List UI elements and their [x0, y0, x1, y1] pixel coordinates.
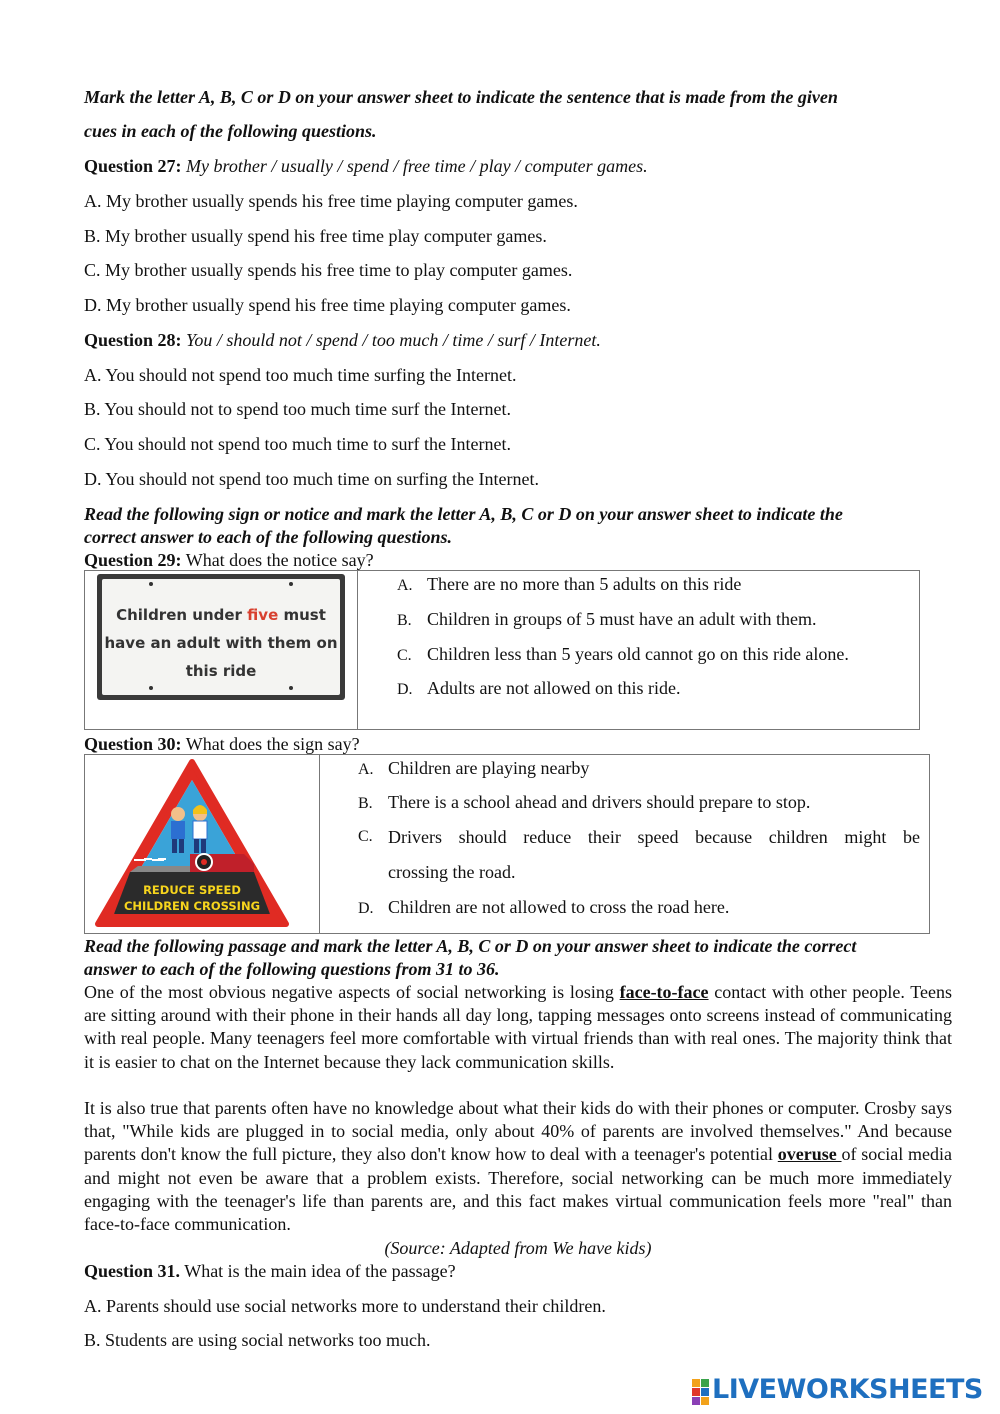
notice-sign-line2: have an adult with them on	[104, 634, 338, 652]
question-28-label: Question 28:	[84, 330, 182, 350]
option-text: Adults are not allowed on this ride.	[427, 678, 681, 698]
option-letter: D.	[358, 900, 374, 917]
notice-sign-image	[97, 574, 345, 700]
section2-instruction-line2: correct answer to each of the following questions.	[84, 527, 453, 547]
notice-sign-text-part2: must	[278, 606, 326, 624]
option-letter: B.	[358, 795, 373, 812]
screw-icon	[149, 686, 153, 690]
notice-sign-plate	[102, 579, 340, 695]
question-28-cue: You / should not / spend / too much / time / surf / Internet.	[186, 330, 601, 350]
passage-paragraph-2	[84, 1097, 952, 1236]
passage-text: It is also true that parents often have no knowledge about what their kids do with their phones or computer. Crosby says that, "While kids are plugged in to social media, only about 40% of parents are involved themselves." And because parents don't know the full picture, they also don't know how to deal with a teenager's potential	[84, 1098, 952, 1165]
question-29-table-divider	[357, 571, 358, 729]
notice-sign-line1	[102, 601, 340, 629]
question-31	[84, 1260, 456, 1282]
question-28-option-a[interactable]: A. You should not spend too much time surfing the Internet.	[84, 365, 517, 385]
section3-instruction-line2: answer to each of the following questions from 31 to 36.	[84, 959, 500, 979]
option-letter: A.	[358, 761, 374, 778]
underlined-word-face-to-face: face-to-face	[619, 982, 709, 1002]
option-text: Children are not allowed to cross the road here.	[388, 897, 730, 917]
question-27	[84, 155, 648, 177]
option-letter: D.	[397, 681, 413, 698]
liveworksheets-logo	[692, 1374, 983, 1405]
child-icon	[171, 807, 185, 821]
question-30-option-b[interactable]	[358, 791, 810, 815]
question-30-option-c-continuation: crossing the road.	[388, 862, 516, 882]
option-text: Children in groups of 5 must have an adult with them.	[427, 609, 817, 629]
sign-line2: CHILDREN CROSSING	[123, 899, 261, 913]
question-29-option-d[interactable]	[397, 677, 680, 701]
option-letter: B.	[397, 612, 412, 629]
notice-sign-highlight: five	[247, 606, 279, 624]
option-text: Drivers should reduce their speed because children might be	[388, 827, 920, 847]
option-text: Children are playing nearby	[388, 758, 590, 778]
question-30-label: Question 30:	[84, 734, 182, 754]
passage-paragraph-1	[84, 981, 952, 1074]
question-29-option-b[interactable]	[397, 608, 816, 632]
option-text: There are no more than 5 adults on this ride	[427, 574, 742, 594]
question-30-option-a[interactable]	[358, 757, 589, 781]
passage-text: One of the most obvious negative aspects of social networking is losing	[84, 982, 620, 1002]
option-text: There is a school ahead and drivers should prepare to stop.	[388, 792, 811, 812]
passage-text: of social media and might not even be aware that a problem exists. Therefore, social networking can be much more immediately engaging with the teenager's life than parents are, and this fact makes virtual communication feels more "real" than face-to-face communication.	[84, 1144, 952, 1235]
section1-instruction-line2: cues in each of the following questions.	[84, 121, 377, 141]
liveworksheets-logo-icon	[692, 1375, 710, 1405]
passage-text: contact with other people. Teens are sitting around with their phone in their hands all day long, tapping messages onto screens instead of communicating with real people. Many teenagers feel more comfortable with virtual friends than with real ones. The majority think that it is easier to chat on the Internet because they lack communication skills.	[84, 982, 952, 1072]
screw-icon	[289, 686, 293, 690]
sign-line1: REDUCE SPEED	[143, 883, 241, 897]
section1-instruction-line1: Mark the letter A, B, C or D on your answer sheet to indicate the sentence that is made from the given	[84, 87, 838, 107]
section2-instruction-line1: Read the following sign or notice and mark the letter A, B, C or D on your answer sheet to indicate the	[84, 504, 843, 524]
question-27-label: Question 27:	[84, 156, 182, 176]
question-31-option-b[interactable]: B. Students are using social networks too much.	[84, 1330, 431, 1350]
question-29-text: What does the notice say?	[185, 550, 374, 570]
question-30	[84, 733, 360, 755]
question-28	[84, 329, 601, 351]
question-27-option-d[interactable]: D. My brother usually spend his free time playing computer games.	[84, 295, 571, 315]
question-28-option-b[interactable]: B. You should not to spend too much time surf the Internet.	[84, 399, 511, 419]
section3-instruction-line1: Read the following passage and mark the letter A, B, C or D on your answer sheet to indicate the correct	[84, 936, 857, 956]
question-27-option-c[interactable]: C. My brother usually spends his free time to play computer games.	[84, 260, 573, 280]
option-letter: A.	[397, 577, 413, 594]
question-29-option-c[interactable]	[397, 643, 849, 667]
question-31-label: Question 31.	[84, 1261, 181, 1281]
children-crossing-sign-image	[94, 758, 290, 928]
notice-sign-text-part1: Children under	[116, 606, 248, 624]
question-30-table-divider	[319, 755, 320, 933]
question-29	[84, 549, 374, 571]
question-27-option-a[interactable]: A. My brother usually spends his free time playing computer games.	[84, 191, 578, 211]
underlined-word-overuse: overuse	[777, 1144, 842, 1165]
question-30-option-d[interactable]	[358, 896, 729, 920]
option-text: Children less than 5 years old cannot go on this ride alone.	[427, 644, 849, 664]
screw-icon	[289, 582, 293, 586]
question-30-option-c[interactable]	[358, 826, 920, 848]
question-29-label: Question 29:	[84, 550, 182, 570]
question-27-cue: My brother / usually / spend / free time / play / computer games.	[186, 156, 648, 176]
question-28-option-d[interactable]: D. You should not spend too much time on surfing the Internet.	[84, 469, 539, 489]
question-28-option-c[interactable]: C. You should not spend too much time to surf the Internet.	[84, 434, 511, 454]
option-c-row	[358, 826, 920, 848]
question-29-option-a[interactable]	[397, 573, 741, 597]
question-31-option-a[interactable]: A. Parents should use social networks more to understand their children.	[84, 1296, 606, 1316]
passage-source: (Source: Adapted from We have kids)	[384, 1238, 652, 1258]
notice-sign-line3: this ride	[185, 662, 257, 680]
question-30-text: What does the sign say?	[185, 734, 360, 754]
liveworksheets-logo-text: LIVEWORKSHEETS	[712, 1374, 983, 1405]
question-31-text: What is the main idea of the passage?	[184, 1261, 456, 1281]
screw-icon	[149, 582, 153, 586]
option-letter: C.	[358, 828, 373, 845]
question-27-option-b[interactable]: B. My brother usually spend his free time play computer games.	[84, 226, 547, 246]
option-letter: C.	[397, 647, 412, 664]
